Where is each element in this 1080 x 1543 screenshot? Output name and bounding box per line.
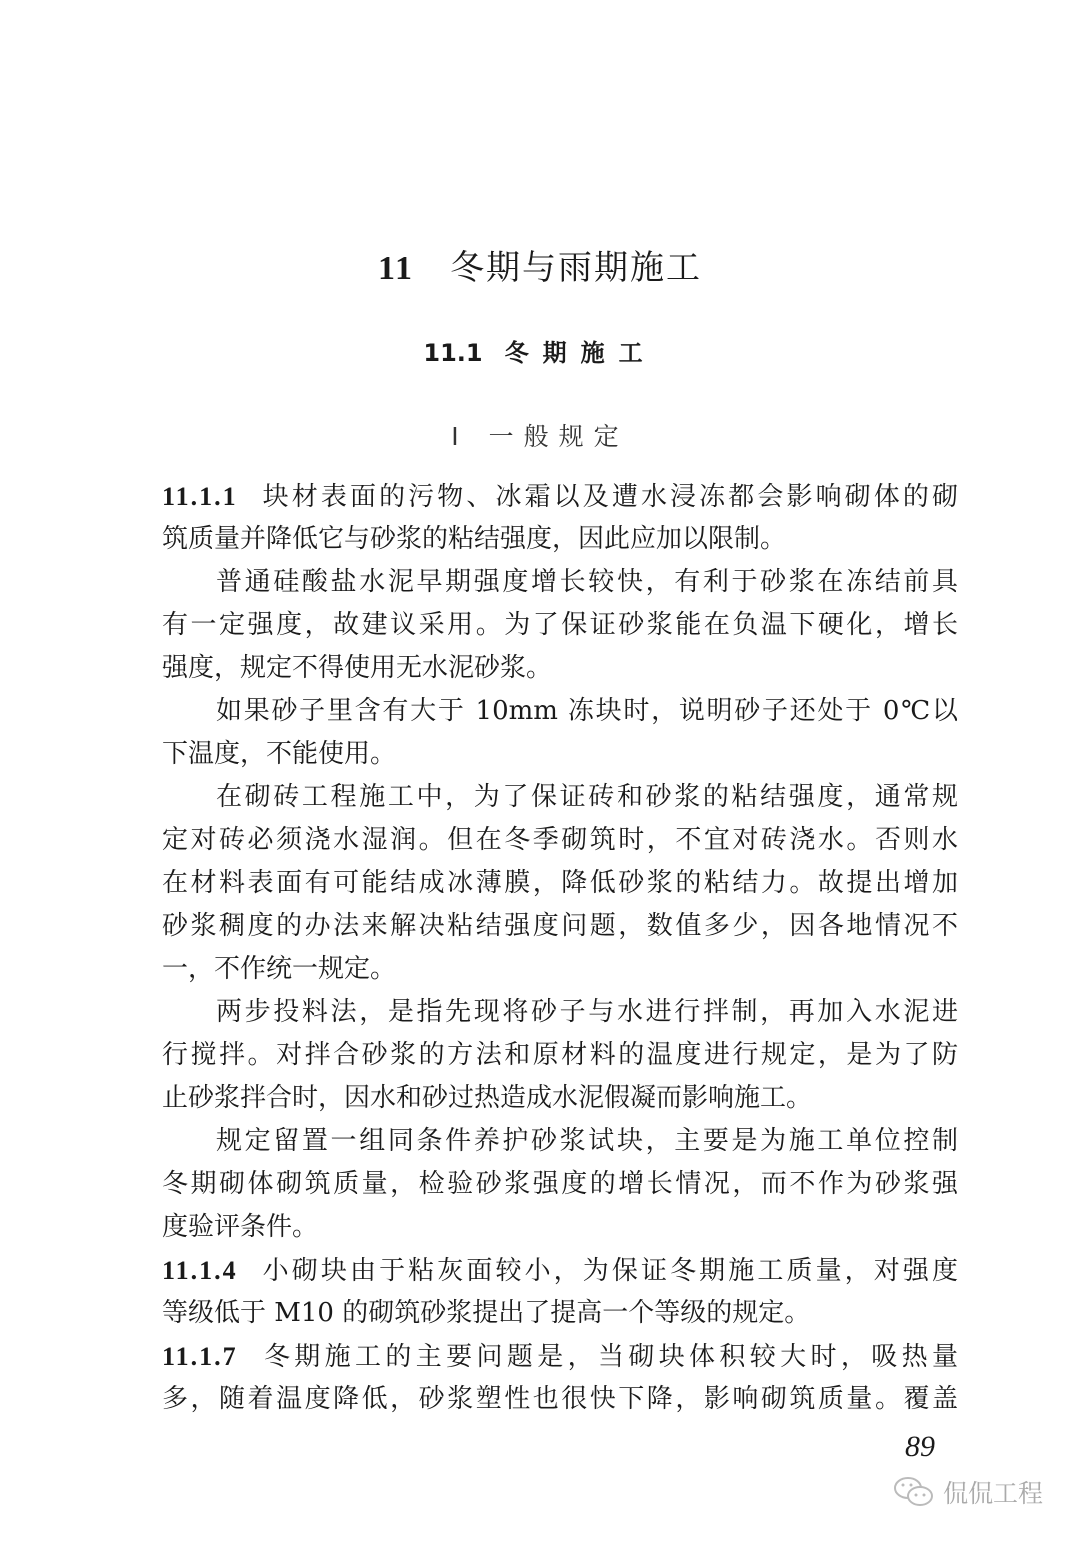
line-text: 多，随着温度降低，砂浆塑性也很快下降，影响砌筑质量。覆盖: [162, 1384, 958, 1414]
line-text: 块材表面的污物、冰霜以及遭水浸冻都会影响砌体的砌: [259, 482, 958, 512]
line-text: 有一定强度，故建议采用。为了保证砂浆能在负温下硬化，增长: [162, 610, 958, 640]
line-text: 止砂浆拌合时，因水和砂过热造成水泥假凝而影响施工。: [162, 1083, 813, 1113]
line-text: 普通硅酸盐水泥早期强度增长较快，有利于砂浆在冻结前具: [216, 567, 958, 597]
line-text: 等级低于 M10 的砌筑砂浆提出了提高一个等级的规定。: [162, 1298, 811, 1328]
text-line: [162, 518, 958, 561]
text-line: [162, 1163, 958, 1206]
line-text: 砂浆稠度的办法来解决粘结强度问题，数值多少，因各地情况不: [162, 911, 958, 941]
text-line: [162, 905, 958, 948]
section-heading: [0, 333, 1080, 368]
line-text: 小砌块由于粘灰面较小，为保证冬期施工质量，对强度: [259, 1256, 958, 1286]
section-title: 冬期施工: [504, 339, 657, 367]
text-line: [162, 475, 958, 518]
line-text: 规定留置一组同条件养护砂浆试块，主要是为施工单位控制: [216, 1126, 958, 1156]
body-text: [162, 475, 958, 1421]
text-line: [162, 1120, 958, 1163]
clause-number: 11.1.7: [162, 1342, 238, 1371]
subsection-number: Ⅰ: [451, 424, 459, 451]
chapter-title: [0, 240, 1080, 289]
line-text: 两步投料法，是指先现将砂子与水进行拌制，再加入水泥进: [216, 997, 958, 1027]
text-line: [162, 1206, 958, 1249]
line-text: 一，不作统一规定。: [162, 954, 397, 984]
text-line: [162, 819, 958, 862]
wechat-icon: [893, 1475, 935, 1509]
line-text: 在砌砖工程施工中，为了保证砖和砂浆的粘结强度，通常规: [216, 782, 958, 812]
text-line: [162, 1292, 958, 1335]
text-line: [162, 1378, 958, 1421]
line-text: 度验评条件。: [162, 1212, 319, 1242]
page-number: 89: [905, 1430, 935, 1463]
clause-number: 11.1.4: [162, 1256, 238, 1285]
subsection-heading: [0, 417, 1080, 453]
section-number: 11.1: [423, 339, 483, 367]
line-text: 下温度，不能使用。: [162, 739, 397, 769]
subsection-title: 一般规定: [488, 422, 629, 451]
text-line: [162, 1034, 958, 1077]
text-line: [162, 690, 958, 733]
chapter-number: 11: [377, 250, 415, 287]
chapter-title-text: 冬期与雨期施工: [450, 248, 703, 288]
line-text: 定对砖必须浇水湿润。但在冬季砌筑时，不宜对砖浇水。否则水: [162, 825, 958, 855]
line-text: 冬期施工的主要问题是，当砌块体积较大时，吸热量: [259, 1342, 958, 1372]
text-line: [162, 647, 958, 690]
text-line: [162, 991, 958, 1034]
text-line: [162, 1335, 958, 1378]
clause-number: 11.1.1: [162, 482, 238, 511]
line-text: 筑质量并降低它与砂浆的粘结强度，因此应加以限制。: [162, 524, 787, 554]
watermark-text: 侃侃工程: [943, 1479, 1044, 1508]
text-line: [162, 1249, 958, 1292]
watermark: [893, 1474, 1043, 1510]
line-text: 行搅拌。对拌合砂浆的方法和原材料的温度进行规定，是为了防: [162, 1040, 958, 1070]
text-line: [162, 604, 958, 647]
line-text: 冬期砌体砌筑质量，检验砂浆强度的增长情况，而不作为砂浆强: [162, 1169, 958, 1199]
text-line: [162, 733, 958, 776]
text-line: [162, 1077, 958, 1120]
line-text: 强度，规定不得使用无水泥砂浆。: [162, 653, 553, 683]
text-line: [162, 776, 958, 819]
text-line: [162, 948, 958, 991]
text-line: [162, 862, 958, 905]
line-text: 如果砂子里含有大于 10mm 冻块时，说明砂子还处于 0℃以: [216, 696, 958, 726]
line-text: 在材料表面有可能结成冰薄膜，降低砂浆的粘结力。故提出增加: [162, 868, 958, 898]
text-line: [162, 561, 958, 604]
